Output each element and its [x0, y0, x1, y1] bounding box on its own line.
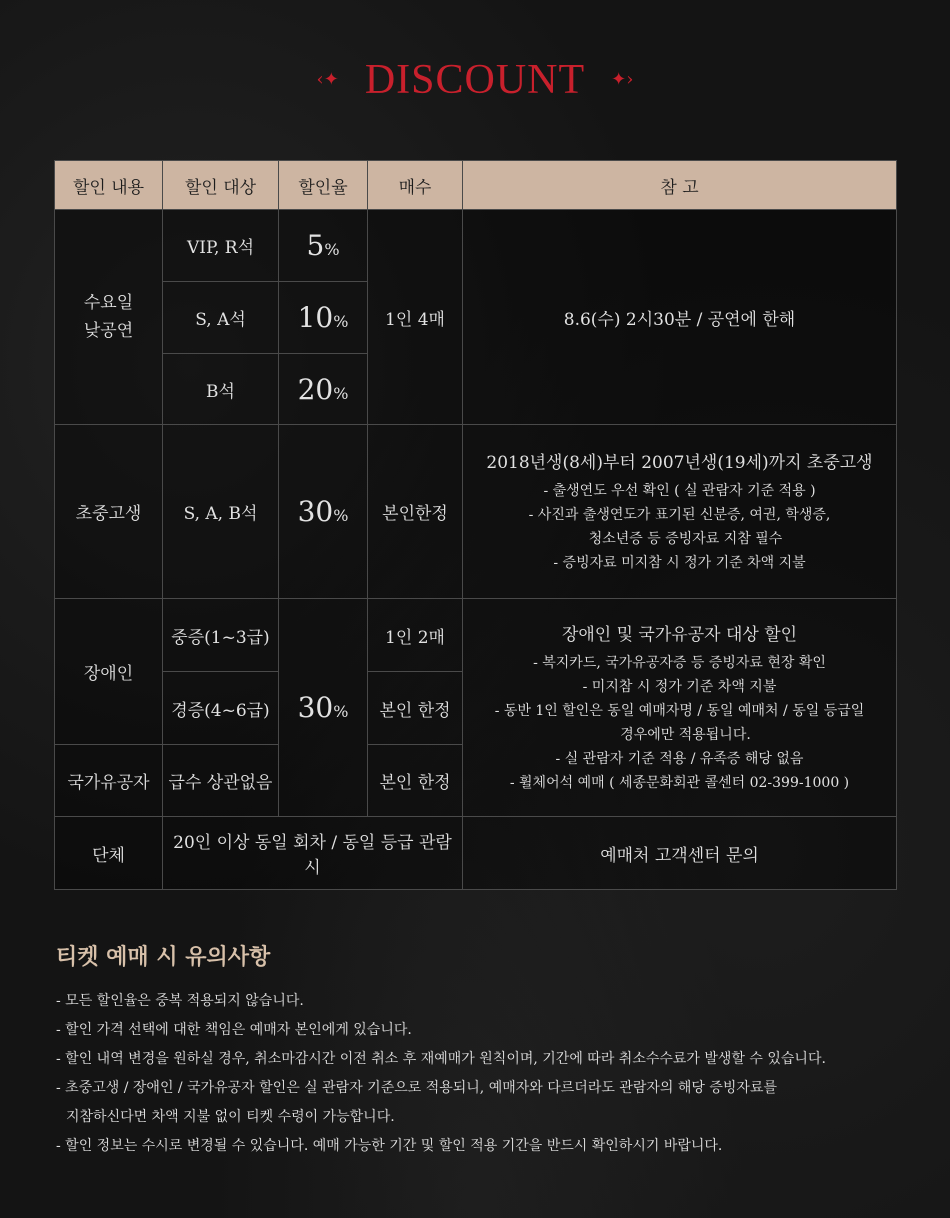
note-line: - 동반 1인 할인은 동일 예매자명 / 동일 예매처 / 동일 등급일	[494, 703, 865, 719]
note-line: - 증빙자료 미지참 시 정가 기준 차액 지불	[553, 555, 806, 571]
note-line: - 사진과 출생연도가 표기된 신분증, 여권, 학생증,	[528, 507, 831, 523]
note-cell	[463, 425, 897, 599]
note-line: - 실 관람자 기준 적용 / 유족증 해당 없음	[555, 751, 804, 767]
discount-table	[54, 160, 897, 890]
limit-cell: 본인 한정	[368, 672, 463, 745]
target-cell: 20인 이상 동일 회차 / 동일 등급 관람 시	[163, 817, 463, 890]
header-cell: 할인율	[279, 161, 368, 210]
header-cell: 할인 내용	[55, 161, 163, 210]
note-line: - 출생연도 우선 확인 ( 실 관람자 기준 적용 )	[543, 483, 816, 499]
caution-line: - 모든 할인율은 중복 적용되지 않습니다.	[56, 993, 304, 1009]
rate-cell: 30%	[279, 425, 368, 599]
rate-cell: 30%	[279, 599, 368, 817]
caution-line: 지참하신다면 차액 지불 없이 티켓 수령이 가능합니다.	[66, 1109, 395, 1125]
table-row	[55, 817, 897, 890]
table-row	[55, 210, 897, 282]
header-cell: 매수	[368, 161, 463, 210]
note-line: - 휠체어석 예매 ( 세종문화회관 콜센터 02-399-1000 )	[509, 775, 850, 791]
category-disabled: 장애인	[55, 599, 163, 745]
note-line: - 복지카드, 국가유공자증 등 증빙자료 현장 확인	[533, 655, 826, 671]
caution-line: - 할인 가격 선택에 대한 책임은 예매자 본인에게 있습니다.	[56, 1022, 412, 1038]
rate-cell: 10%	[279, 282, 368, 354]
title-block	[0, 56, 950, 104]
caution-title: 티켓 예매 시 유의사항	[56, 945, 271, 970]
target-cell: S, A석	[163, 282, 279, 354]
category-wed: 수요일 낮공연	[55, 210, 163, 425]
note-line: 경우에만 적용됩니다.	[620, 727, 751, 743]
limit-cell: 본인한정	[368, 425, 463, 599]
note-line: 청소년증 등 증빙자료 지참 필수	[588, 531, 783, 547]
header-cell: 할인 대상	[163, 161, 279, 210]
target-cell: S, A, B석	[163, 425, 279, 599]
note-cell: 예매처 고객센터 문의	[463, 817, 897, 890]
note-heading: 장애인 및 국가유공자 대상 할인	[561, 625, 798, 645]
caution-line: - 할인 정보는 수시로 변경될 수 있습니다. 예매 가능한 기간 및 할인 적용 기간을 반드시 확인하시기 바랍니다.	[56, 1138, 723, 1154]
target-cell: 중증(1~3급)	[163, 599, 279, 672]
note-heading: 2018년생(8세)부터 2007년생(19세)까지 초중고생	[486, 453, 873, 473]
note-line: - 미지참 시 정가 기준 차액 지불	[582, 679, 777, 695]
category-student: 초중고생	[55, 425, 163, 599]
caution-line: - 초중고생 / 장애인 / 국가유공자 할인은 실 관람자 기준으로 적용되니, 예매자와 다르더라도 관람자의 해당 증빙자료를	[56, 1080, 777, 1096]
table-row	[55, 425, 897, 599]
limit-cell: 본인 한정	[368, 745, 463, 817]
caution-list	[56, 987, 926, 1161]
note-cell: 8.6(수) 2시30분 / 공연에 한해	[463, 210, 897, 425]
limit-cell: 1인 2매	[368, 599, 463, 672]
header-cell: 참 고	[463, 161, 897, 210]
table-row	[55, 599, 897, 672]
target-cell: 급수 상관없음	[163, 745, 279, 817]
note-cell	[463, 599, 897, 817]
rate-cell: 20%	[279, 354, 368, 425]
ornament-right-icon: ✦›	[611, 69, 634, 90]
category-group: 단체	[55, 817, 163, 890]
table-header-row	[55, 161, 897, 210]
caution-line: - 할인 내역 변경을 원하실 경우, 취소마감시간 이전 취소 후 재예매가 원칙이며, 기간에 따라 취소수수료가 발생할 수 있습니다.	[56, 1051, 826, 1067]
target-cell: 경증(4~6급)	[163, 672, 279, 745]
target-cell: B석	[163, 354, 279, 425]
limit-cell: 1인 4매	[368, 210, 463, 425]
target-cell: VIP, R석	[163, 210, 279, 282]
ornament-left-icon: ‹✦	[316, 69, 339, 90]
page-title: DISCOUNT	[364, 57, 586, 103]
rate-cell: 5%	[279, 210, 368, 282]
category-veteran: 국가유공자	[55, 745, 163, 817]
